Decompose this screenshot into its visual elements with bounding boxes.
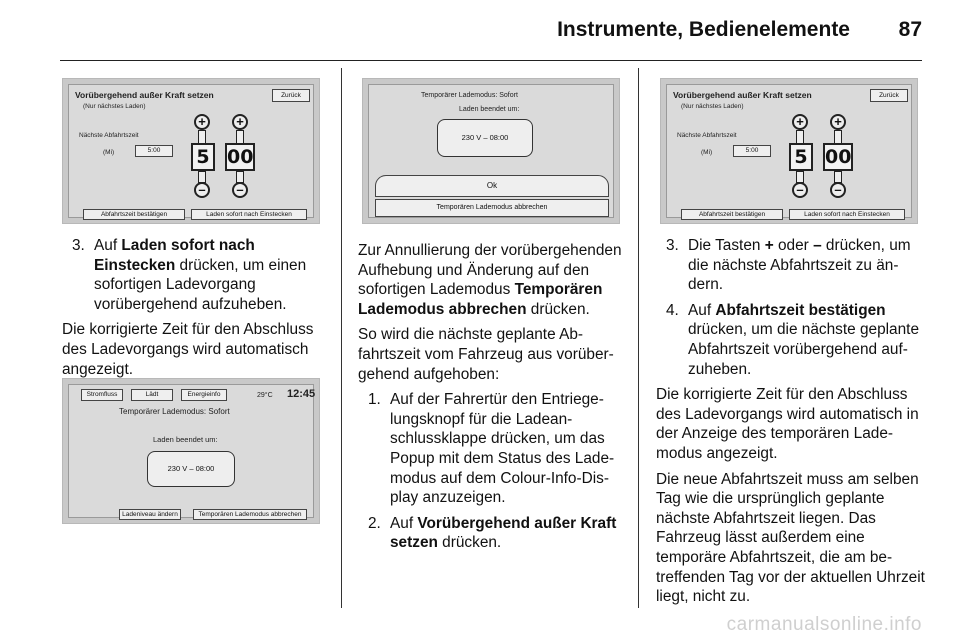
hour-minus-button[interactable]: – [792, 182, 808, 198]
screen-subtitle: (Nur nächstes Laden) [681, 103, 744, 110]
hour-minus-button[interactable]: – [194, 182, 210, 198]
ends-label: Laden beendet um: [459, 106, 520, 113]
screenshot-override-screen-2 [660, 78, 918, 224]
step-text: drücken, um einen sofortigen Ladevorgang vorübergehend aufzuheben. [94, 256, 307, 313]
step-number: 3. [72, 237, 85, 254]
button-reference: Abfahrtszeit bestätigen [715, 301, 886, 319]
step-text: drücken, um die nächste geplante Abfahrtszeit vorübergehend aufzuheben. [688, 321, 920, 378]
minute-stem-top [834, 130, 842, 144]
next-departure-label: Nächste Abfahrtszeit [79, 132, 139, 139]
step-text: Auf [94, 237, 122, 254]
screen-title: Vorübergehend außer Kraft setzen [75, 90, 214, 100]
section-title: Instrumente, Bedienelemente [557, 18, 850, 41]
confirm-departure-button[interactable]: Abfahrtszeit bestätigen [83, 209, 185, 220]
mode-title: Temporärer Lademodus: Sofort [119, 407, 230, 416]
tab-energieinfo[interactable]: Energieinfo [181, 389, 227, 401]
paragraph: So wird die nächste geplante Abfahrtszeit vom Fahrzeug aus vorübergehend aufgehoben: [358, 326, 614, 383]
hour-stem-top [796, 130, 804, 144]
button-reference: Laden sofort nach Einstecken [94, 237, 255, 274]
cancel-temp-mode-button[interactable]: Temporären Lademodus abbrechen [375, 199, 609, 217]
tab-stromfluss[interactable]: Stromfluss [81, 389, 123, 401]
plus-key: + [764, 237, 774, 254]
step-number: 4. [666, 301, 679, 319]
step-4 [656, 301, 928, 379]
column-1 [62, 236, 326, 385]
page-number: 87 [898, 18, 922, 41]
minute-stem-top [236, 130, 244, 144]
minute-minus-button[interactable]: – [830, 182, 846, 198]
ok-button[interactable]: Ok [375, 175, 609, 197]
time-field: 5:00 [135, 145, 173, 157]
mode-title: Temporärer Lademodus: Sofort [421, 92, 518, 99]
step-text: Auf [390, 514, 418, 532]
minute-plus-button[interactable]: + [232, 114, 248, 130]
paragraph: Die korrigierte Zeit für den Abschluss des Ladevorgangs wird automatisch in der Anzeige des temporären Lademodus angezeigt. [656, 386, 919, 462]
hour-stem-top [198, 130, 206, 144]
screenshot-popup-screen [362, 78, 620, 224]
step-text: oder [773, 237, 814, 254]
column-3 [656, 236, 928, 613]
confirm-departure-button[interactable]: Abfahrtszeit bestätigen [681, 209, 783, 220]
time-field: 5:00 [733, 145, 771, 157]
clock: 12:45 [287, 388, 316, 400]
para-text: Zur Annullierung der vorübergehenden Aufhebung und Änderung auf den sofortigen Lademodus [358, 242, 622, 299]
tab-laedt[interactable]: Lädt [131, 389, 173, 401]
minute-minus-button[interactable]: – [232, 182, 248, 198]
day-label: (Mi) [701, 149, 713, 156]
minute-plus-button[interactable]: + [830, 114, 846, 130]
minute-digits: 00 [225, 143, 255, 171]
column-divider-2 [638, 68, 639, 608]
watermark: carmanualsonline.info [726, 614, 922, 635]
button-reference: Temporären Lademodus abbrechen [358, 281, 603, 318]
minute-digits: 00 [823, 143, 853, 171]
step-text: drücken, um die nächste Abfahrtszeit zu ändern. [688, 237, 911, 294]
screen-title: Vorübergehend außer Kraft setzen [673, 90, 812, 100]
screenshot-charge-status-screen [62, 378, 320, 524]
column-2 [358, 241, 632, 559]
step-1 [358, 390, 632, 508]
screen-subtitle: (Nur nächstes Laden) [83, 103, 146, 110]
header-rule [60, 60, 922, 61]
hour-plus-button[interactable]: + [792, 114, 808, 130]
button-reference: Vorübergehend außer Kraft setzen [390, 514, 617, 552]
charge-now-button[interactable]: Laden sofort nach Einstecken [191, 209, 307, 220]
step-text: Auf [688, 301, 716, 319]
step-number: 1. [368, 391, 381, 409]
hour-digit: 5 [191, 143, 215, 171]
ends-value: 230 V – 08:00 [437, 119, 533, 157]
day-label: (Mi) [103, 149, 115, 156]
charge-now-button[interactable]: Laden sofort nach Einstecken [789, 209, 905, 220]
back-button[interactable]: Zurück [870, 89, 908, 102]
step-number: 2. [368, 514, 381, 532]
hour-digit: 5 [789, 143, 813, 171]
temperature: 29°C [257, 392, 273, 399]
cancel-temp-mode-button[interactable]: Temporären Lademodus abbrechen [193, 509, 307, 520]
minus-key: – [813, 237, 822, 254]
back-button[interactable]: Zurück [272, 89, 310, 102]
paragraph: Die neue Abfahrtszeit muss am selben Tag wie die ursprünglich geplante nächste Abfahrtszeit liegen. Das Fahrzeug lässt außerdem eine temporäre Abfahrtszeit, die am betreffenden Tag vor der aktuellen Uhrzeit liegt, nicht zu. [656, 470, 925, 606]
ends-label: Laden beendet um: [153, 435, 218, 444]
hour-plus-button[interactable]: + [194, 114, 210, 130]
change-level-button[interactable]: Ladeniveau ändern [119, 509, 181, 520]
paragraph [358, 241, 632, 319]
para-text: drücken. [526, 300, 590, 318]
step-number: 3. [666, 237, 679, 254]
next-departure-label: Nächste Abfahrtszeit [677, 132, 737, 139]
step-3 [62, 236, 326, 314]
page-header [0, 0, 960, 62]
step-3 [656, 236, 928, 295]
screenshot-override-screen [62, 78, 320, 224]
ends-value: 230 V – 08:00 [147, 451, 235, 487]
column-divider-1 [341, 68, 342, 608]
step-text: Auf der Fahrertür den Entriegelungsknopf für die Ladeanschlussklappe drücken, um das Popup mit dem Status des Lademodus auf dem Colour-Info-Display anzuzeigen. [390, 391, 615, 507]
step-text: drücken. [437, 534, 502, 552]
paragraph: Die korrigierte Zeit für den Abschluss des Ladevorgangs wird automatisch angezeigt. [62, 321, 314, 378]
step-text: Die Tasten [688, 237, 765, 254]
step-2 [358, 514, 632, 553]
